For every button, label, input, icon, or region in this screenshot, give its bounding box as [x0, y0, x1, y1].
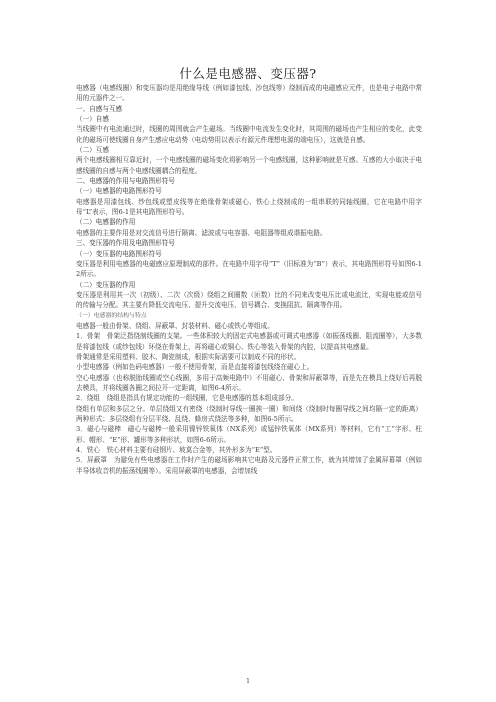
paragraph: 5．屏蔽罩 为避免有些电感器在工作时产生的磁场影响其它电路及元器件正常工作，就为其增加了金属屏幕罩（例如半导体收音机的振荡线圈等）。采用屏蔽罩的电感器，会增加线	[76, 456, 422, 475]
section-heading: 二、电感器的作用与电路图形符号	[76, 177, 175, 186]
section-heading: （二）互感	[76, 146, 109, 155]
section-heading: 三、变压器的作用及电路图形符号	[76, 239, 175, 248]
page-number: 1	[246, 678, 250, 685]
paragraph: 电感器一般由骨架、绕组、屏蔽罩、封装材料、磁心或铁心等组成。	[76, 321, 274, 330]
paragraph: 电感器的主要作用是对交流信号进行隔离、滤波或与电容器、电阻器等组成谐振电路。	[76, 228, 327, 237]
paragraph: 电感器是用漆包线、纱包线或塑皮线等在绝缘骨架或磁心、铁心上绕制成的一组串联的同轴线圈，它在电路中用字母“L”表示，图6-1是其电路图形符号。	[76, 197, 422, 217]
document-body	[76, 83, 422, 476]
paragraph: 绕组有单层和多层之分。单层绕组又有密绕（绕制时导线一圈挨一圈）和间绕（绕制时每圈导线之间均隔一定的距离）两种形式；多层绕组有分层平绕、乱绕、蜂房式绕法等多种，如图6-5所示。	[76, 404, 422, 423]
section-heading: （一）电感器的结构与特点	[76, 312, 147, 319]
section-heading: （一）电感器的电路图形符号	[76, 187, 162, 196]
paragraph: 电感器（电感线圈）和变压器均是用绝缘导线（例如漆包线、沙包线等）绕制而成的电磁感应元件，也是电子电路中常用的元器件之一。	[76, 84, 422, 103]
paragraph: 变压器是利用电感器的电磁感应原理制成的部件。在电路中用字母“T”（旧标准为“B”）表示，其电路图形符号如图6-12所示。	[76, 259, 422, 279]
paragraph: 两个电感线圈相互靠近时，一个电感线圈的磁场变化将影响另一个电感线圈，这种影响就是互感。互感的大小取决于电感线圈的自感与两个电感线圈耦合的程度。	[76, 156, 422, 175]
paragraph: 骨架通常是采用塑料、胶木、陶瓷制成，根据实际需要可以制成不同的形状。	[76, 352, 301, 361]
page-title: 什么是电感器、变压器?	[179, 66, 317, 81]
paragraph: 3．磁心与磁棒 磁心与磁棒一般采用镍锌铁氧体（NX系列）或锰锌铁氧体（MX系列）等材料，它有“工”字形、柱形、帽形、“E”形、罐形等多种形状，如图6-6所示。	[76, 425, 422, 444]
paragraph: 变压器是利用其一次（初级）、二次（次级）绕组之间圈数（匝数）比的不同来改变电压比或电流比，实现电能或信号的传输与分配。其主要有降低交流电压、提升交流电压、信号耦合、变换阻抗、隔离等作用。	[76, 290, 422, 310]
paragraph: 4．铁心 铁心材料主要有硅钢片、坡莫合金等，其外形多为“E”型。	[76, 446, 277, 455]
section-heading: （二）电感器的作用	[76, 218, 136, 227]
paragraph: 空心电感器（也称脱胎线圈或空心线圈，多用于高频电路中）不用磁心、骨架和屏蔽罩等，而是先在模具上绕好后再脱去模具，并将线圈各圈之间拉开一定距离，如图6-4所示。	[76, 373, 422, 392]
section-heading: （二）变压器的作用	[76, 280, 136, 289]
paragraph: 2．绕组 绕组是指具有规定功能的一组线圈，它是电感器的基本组成部分。	[76, 394, 298, 403]
section-heading: （一）变压器的电路图形符号	[76, 249, 162, 258]
section-heading: （一）自感	[76, 115, 109, 124]
paragraph: 当线圈中有电流通过时，线圈的周围就会产生磁场。当线圈中电流发生变化时，其周围的磁场也产生相应的变化，此变化的磁场可使线圈自身产生感应电动势（电动势用以表示有源元件理想电源的端电压），这就是自感。	[76, 125, 422, 144]
paragraph: 1．骨架 骨架泛指绕制线圈的支架。一些体积较大的固定式电感器或可调式电感器（如振荡线圈、阻流圈等），大多数是将漆包线（或纱包线）环绕在骨架上，再将磁心或铜心、铁心等装入骨架的内腔，以提高其电感量。	[76, 332, 422, 351]
section-heading: 一、自感与互感	[76, 104, 123, 113]
paragraph: 小型电感器（例如色码电感器）一般不使用骨架，而是直接将漆包线绕在磁心上。	[76, 363, 314, 372]
